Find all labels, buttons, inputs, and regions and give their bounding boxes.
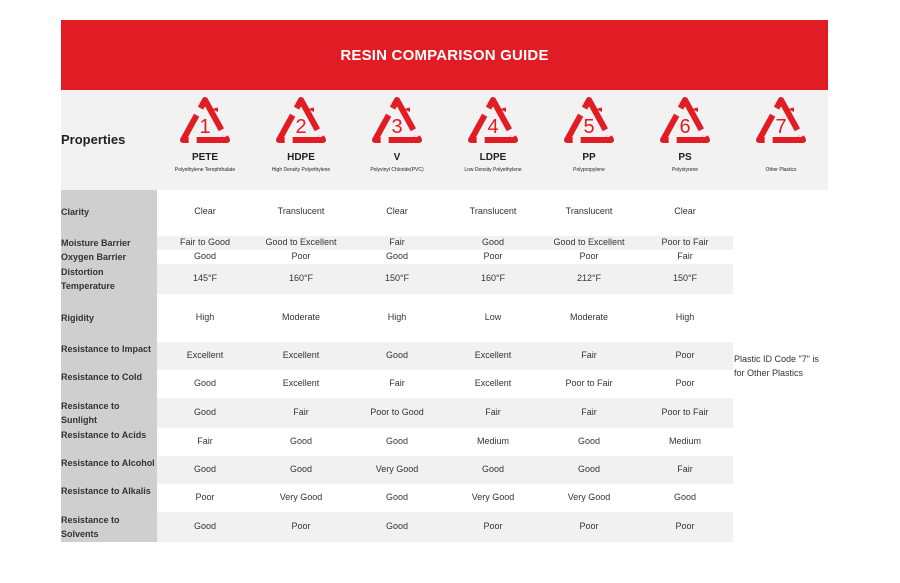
table-cell: Excellent xyxy=(474,378,512,388)
resin-name: Polystyrene xyxy=(671,167,699,173)
table-cell: Good to Excellent xyxy=(553,237,625,247)
property-label: Rigidity xyxy=(61,313,94,323)
table-cell: Good xyxy=(193,407,217,417)
table-cell: High xyxy=(675,312,695,322)
page-title: RESIN COMPARISON GUIDE xyxy=(340,46,549,64)
table-cell: 145°F xyxy=(192,273,218,283)
table-cell: Good xyxy=(577,464,601,474)
table-cell: 150°F xyxy=(672,273,698,283)
table-cell: Fair xyxy=(677,251,693,261)
table-cell: Fair xyxy=(389,378,405,388)
table-cell: Poor xyxy=(579,251,599,261)
properties-heading: Properties xyxy=(61,132,126,147)
resin-number: 4 xyxy=(487,116,499,138)
table-cell: Poor xyxy=(675,378,695,388)
title-banner xyxy=(61,20,828,90)
property-label: Oxygen Barrier xyxy=(61,252,127,262)
table-cell: Medium xyxy=(668,436,701,446)
table-cell: Fair to Good xyxy=(179,237,231,247)
other-plastics-note: Plastic ID Code "7" is for Other Plastics xyxy=(734,354,819,378)
resin-name: Polypropylene xyxy=(573,167,605,173)
table-cell: Fair xyxy=(389,237,405,247)
recycle-triangle-5-icon xyxy=(563,96,615,146)
property-label: Resistance to Solvents xyxy=(61,515,120,539)
table-cell: Excellent xyxy=(282,350,320,360)
table-cell: Poor xyxy=(675,521,695,531)
table-cell: Poor xyxy=(483,251,503,261)
table-cell: 212°F xyxy=(576,273,602,283)
table-cell: Fair xyxy=(581,407,597,417)
table-cell: Good xyxy=(289,464,313,474)
table-cell: Good xyxy=(577,436,601,446)
table-cell: Poor to Fair xyxy=(661,237,709,247)
table-cell: Poor xyxy=(195,492,215,502)
table-cell: Translucent xyxy=(469,206,517,216)
property-label: Clarity xyxy=(61,207,90,217)
table-cell: Good xyxy=(385,251,409,261)
recycle-triangle-6-icon xyxy=(659,96,711,146)
table-cell: Good xyxy=(673,492,697,502)
resin-name: Polyvinyl Chloride(PVC) xyxy=(370,167,424,173)
table-cell: Fair xyxy=(485,407,501,417)
table-cell: Good xyxy=(481,237,505,247)
table-cell: Good xyxy=(385,350,409,360)
property-label: Resistance to Alcohol xyxy=(61,458,155,468)
table-cell: 150°F xyxy=(384,273,410,283)
table-cell: Good xyxy=(481,464,505,474)
table-cell: Fair xyxy=(197,436,213,446)
table-cell: Poor xyxy=(291,521,311,531)
resin-column-3 xyxy=(349,96,445,173)
resin-column-4 xyxy=(445,96,541,173)
recycle-triangle-4-icon xyxy=(467,96,519,146)
table-cell: Poor xyxy=(291,251,311,261)
table-cell: Clear xyxy=(194,206,216,216)
table-cell: Very Good xyxy=(567,492,611,502)
table-cell: Clear xyxy=(386,206,408,216)
property-label: Resistance to Impact xyxy=(61,344,152,354)
table-cell: Good xyxy=(385,521,409,531)
table-cell: Good xyxy=(289,436,313,446)
table-cell: High xyxy=(195,312,215,322)
resin-name: High Density Polyethylene xyxy=(271,167,331,173)
table-cell: Moderate xyxy=(281,312,321,322)
table-cell: Poor xyxy=(579,521,599,531)
table-cell: Medium xyxy=(476,436,509,446)
table-cell: Poor xyxy=(675,350,695,360)
resin-name: Polyethylene Terephthalate xyxy=(174,167,236,173)
resin-code: LDPE xyxy=(479,152,507,163)
property-label: Distortion Temperature xyxy=(61,267,115,291)
recycle-triangle-1-icon xyxy=(179,96,231,146)
resin-name: Other Plastics xyxy=(765,167,797,173)
table-cell: Fair xyxy=(293,407,309,417)
resin-column-2 xyxy=(253,96,349,173)
table-cell: 160°F xyxy=(480,273,506,283)
table-cell: 160°F xyxy=(288,273,314,283)
resin-column-5 xyxy=(541,96,637,173)
property-label: Moisture Barrier xyxy=(61,238,131,248)
table-cell: Fair xyxy=(677,464,693,474)
resin-code: V xyxy=(393,152,401,163)
table-cell: Excellent xyxy=(186,350,224,360)
table-cell: Good xyxy=(193,521,217,531)
property-label: Resistance to Alkalis xyxy=(61,486,151,496)
table-cell: Excellent xyxy=(474,350,512,360)
resin-number: 3 xyxy=(391,116,403,138)
resin-column-6 xyxy=(637,96,733,173)
resin-code: PP xyxy=(582,152,596,163)
table-cell: Very Good xyxy=(375,464,419,474)
resin-number: 6 xyxy=(679,116,691,138)
resin-number: 2 xyxy=(295,116,307,138)
table-cell: Translucent xyxy=(565,206,613,216)
table-cell: Very Good xyxy=(471,492,515,502)
table-cell: Clear xyxy=(674,206,696,216)
table-cell: Poor to Fair xyxy=(661,407,709,417)
table-cell: Good xyxy=(385,436,409,446)
resin-column-7 xyxy=(733,96,829,173)
resin-number: 7 xyxy=(775,116,787,138)
table-cell: Translucent xyxy=(277,206,325,216)
table-cell: Very Good xyxy=(279,492,323,502)
table-cell: Good xyxy=(193,464,217,474)
resin-code: PS xyxy=(678,152,692,163)
recycle-triangle-2-icon xyxy=(275,96,327,146)
resin-column-1 xyxy=(157,96,253,173)
recycle-triangle-7-icon xyxy=(755,96,807,146)
table-cell: High xyxy=(387,312,407,322)
recycle-triangle-3-icon xyxy=(371,96,423,146)
resin-number: 5 xyxy=(583,116,595,138)
table-cell: Good xyxy=(385,492,409,502)
resin-number: 1 xyxy=(199,116,211,138)
table-cell: Poor to Good xyxy=(370,407,424,417)
table-cell: Good xyxy=(193,378,217,388)
resin-name: Low Density Polyethylene xyxy=(464,167,522,173)
table-cell: Moderate xyxy=(569,312,609,322)
property-label: Resistance to Acids xyxy=(61,430,147,440)
table-cell: Good xyxy=(193,251,217,261)
table-cell: Excellent xyxy=(282,378,320,388)
property-label: Resistance to Sunlight xyxy=(61,401,120,425)
table-cell: Poor xyxy=(483,521,503,531)
table-cell: Poor to Fair xyxy=(565,378,613,388)
resin-code: HDPE xyxy=(287,152,315,163)
table-cell: Good to Excellent xyxy=(265,237,337,247)
table-cell: Low xyxy=(484,312,502,322)
property-label: Resistance to Cold xyxy=(61,372,143,382)
table-cell: Fair xyxy=(581,350,597,360)
resin-code: PETE xyxy=(191,152,219,163)
